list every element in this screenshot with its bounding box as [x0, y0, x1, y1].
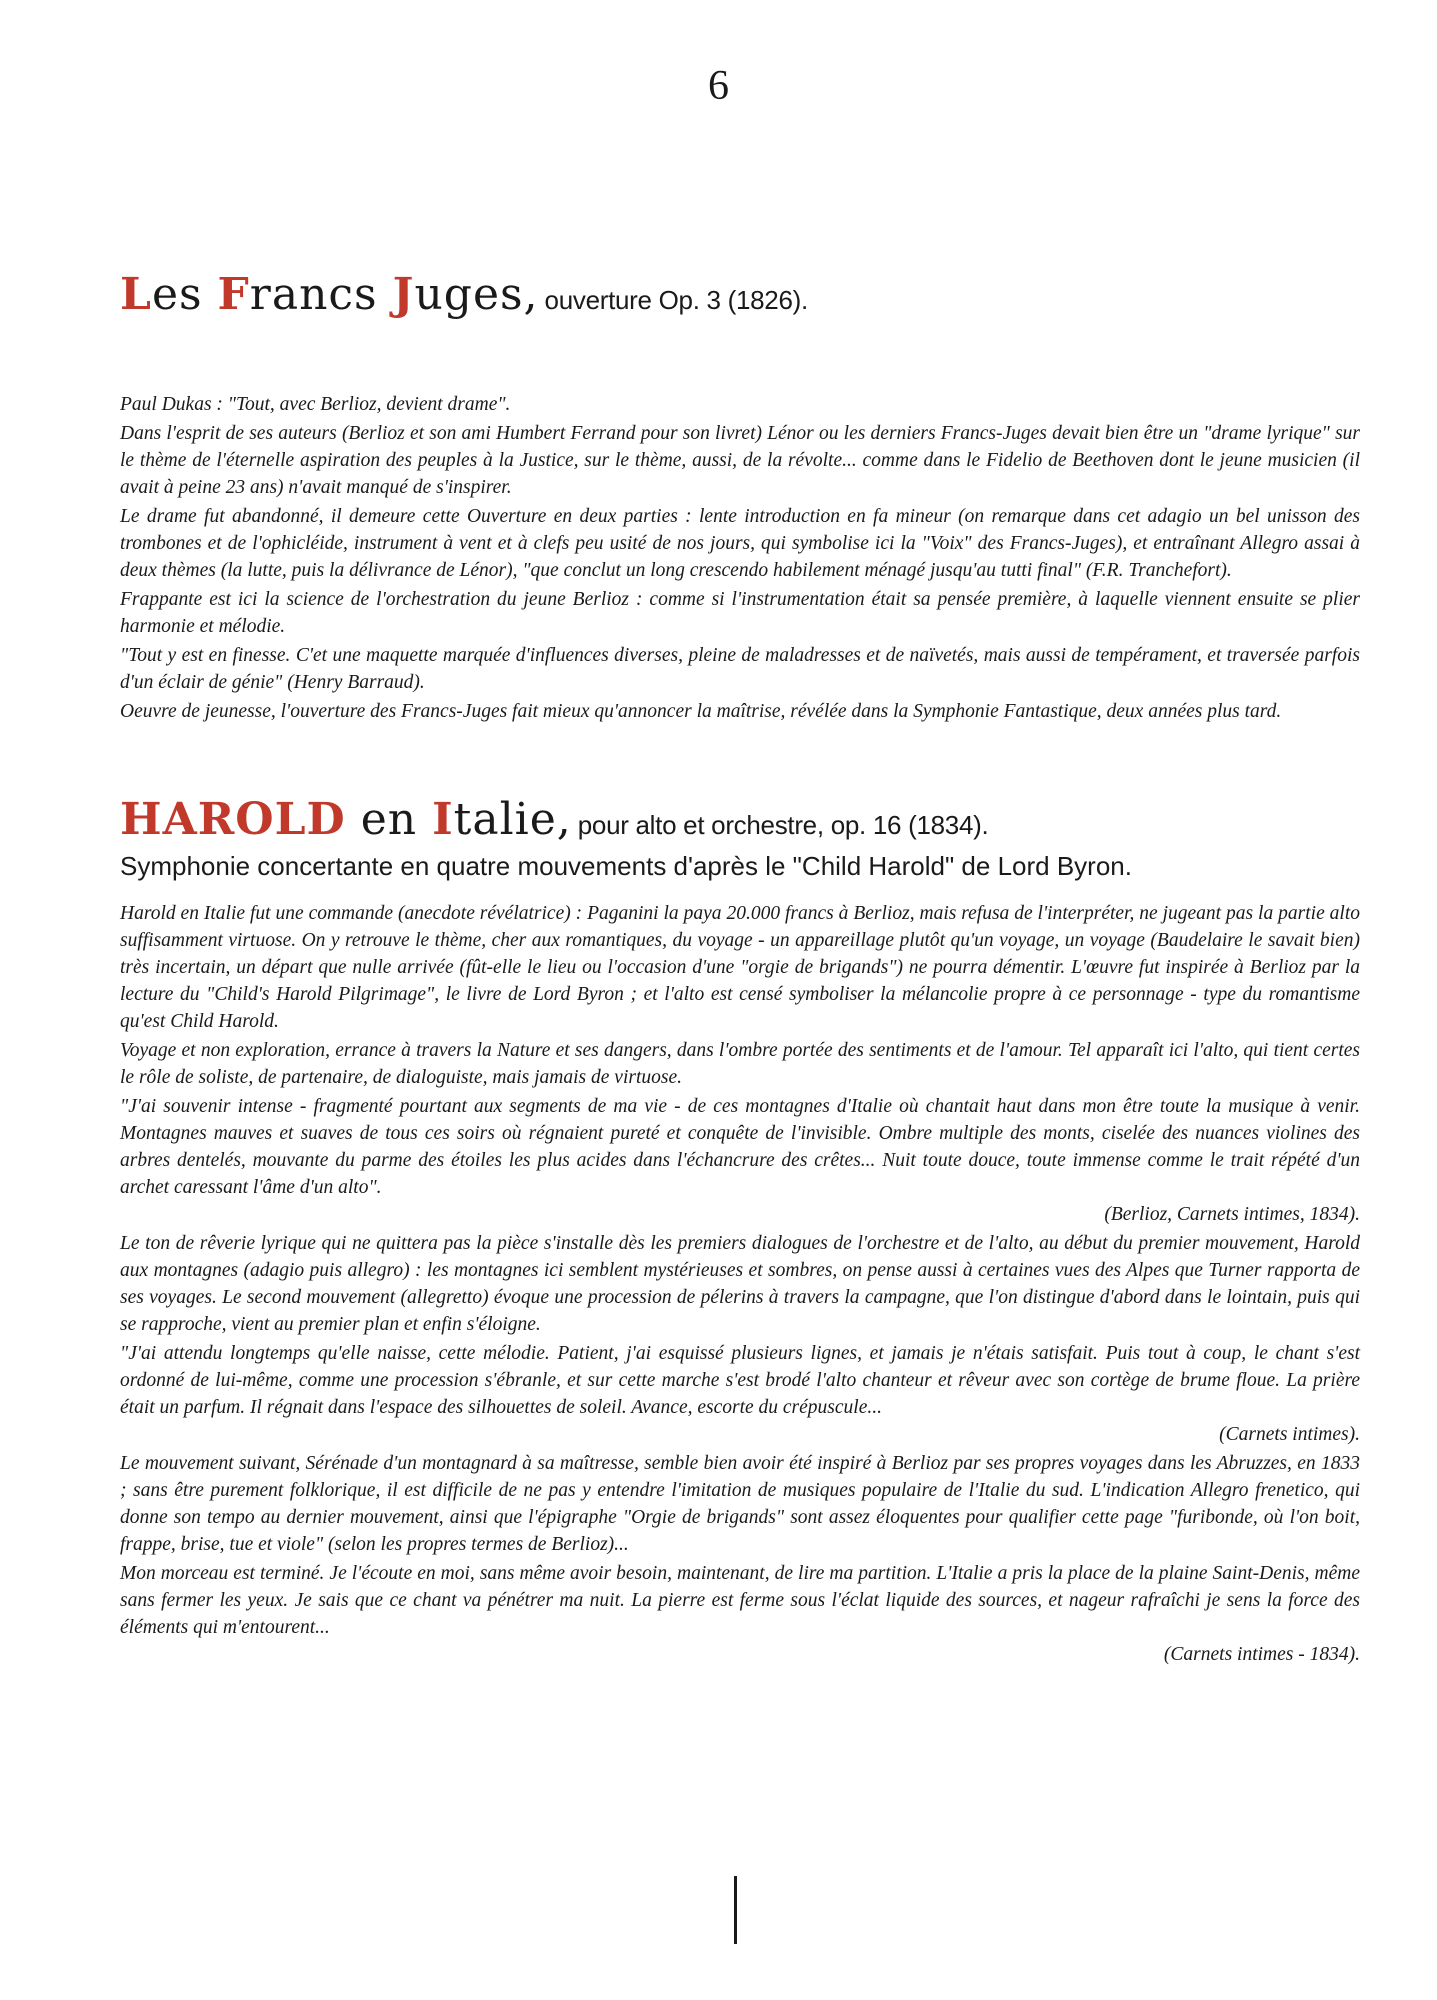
- paragraph: Voyage et non exploration, errance à travers la Nature et ses dangers, dans l'ombre portée des sentiments et de l'amour. Tel apparaît ici l'alto, qui tient certes le rôle de soliste, de partenaire, de dialoguiste, mais jamais de virtuose.: [120, 1040, 1360, 1089]
- title-initial: L: [120, 269, 152, 320]
- quote-text: "J'ai souvenir intense - fragmenté pourtant aux segments de ma vie - de ces montagnes d'Italie où chantait haut dans mon être toute la musique à venir. Montagnes mauves et suaves de tous ces soirs où régnaient pureté et conquête de l'invisible. Ombre multiple des monts, ciselée des nuances violines des arbres dentelés, mouvante du parme des étoiles les plus acides dans l'échancrure des crêtes... Nuit toute douce, toute immense comme le trait répété d'un archet caressant l'âme d'un alto".: [120, 1096, 1360, 1199]
- quote: [120, 1340, 1360, 1448]
- quote-text: "J'ai attendu longtemps qu'elle naisse, cette mélodie. Patient, j'ai esquissé plusieurs lignes, et jamais je n'étais satisfait. Puis tout à coup, le chant s'est ordonné de lui-même, comme une procession s'ébranle, et sur cette marche s'est brodé l'alto chanteur et rêveur avec son cortège de brume floue. La prière était un parfum. Il régnait dans l'espace des silhouettes de soleil. Avance, escorte du crépuscule...: [120, 1343, 1360, 1419]
- paragraph: Frappante est ici la science de l'orchestration du jeune Berlioz : comme si l'instrumentation était sa pensée première, à laquelle viennent ensuite se plier harmonie et mélodie.: [120, 588, 1360, 637]
- title-part: uges,: [414, 269, 539, 320]
- page-number: 6: [708, 63, 729, 109]
- title-text: [120, 269, 539, 320]
- section-body: [120, 900, 1360, 1668]
- title-initial: HAROLD: [120, 793, 346, 845]
- paragraph: Paul Dukas : "Tout, avec Berlioz, devient drame".: [120, 393, 511, 415]
- paragraph: Le ton de rêverie lyrique qui ne quittera pas la pièce s'installe dès les premiers dialogues de l'orchestre et de l'alto, au début du premier mouvement, Harold aux montagnes (adagio puis allegro) : les montagnes ici semblent mystérieuses et sombres, on pense aussi à certaines vues des Alpes que Turner rapporta de ses voyages. Le second mouvement (allegretto) évoque une procession de pélerins à travers la campagne, que l'on distingue d'abord dans le lointain, puis qui se rapproche, vient au premier plan et enfin s'éloigne.: [120, 1233, 1360, 1336]
- section-subtitle-line: Symphonie concertante en quatre mouvements d'après le "Child Harold" de Lord Byron.: [120, 851, 1132, 882]
- paragraph: Le drame fut abandonné, il demeure cette Ouverture en deux parties : lente introduction en fa mineur (on remarque dans cet adagio un bel unisson des trombones et de l'ophicléide, instrument à vent et à clefs peu usité de nos jours, qui symbolise ici la "Voix" des Francs-Juges), et entraînant Allegro assai à deux thèmes (la lutte, puis la délivrance de Lénor), "que conclut un long crescendo habilement ménagé jusqu'au tutti final" (F.R. Tranchefort).: [120, 505, 1360, 581]
- section-title-harold: [120, 795, 1360, 846]
- footer-divider: [734, 1876, 737, 1944]
- title-initial: I: [432, 793, 454, 845]
- title-initial: J: [392, 269, 415, 320]
- paragraph: Harold en Italie fut une commande (anecdote révélatrice) : Paganini la paya 20.000 francs à Berlioz, mais refusa de l'interpréter, ne jugeant pas la partie alto suffisamment virtuose. On y retrouve le thème, cher aux romantiques, du voyage - un appareillage plutôt qu'un voyage, un voyage (Baudelaire le savait bien) très incertain, un départ que nulle arrivée (fût-elle le lieu ou l'occasion d'une "orgie de brigands") ne pourra démentir. L'œuvre fut inspirée à Berlioz par la lecture du "Child's Harold Pilgrimage", le livre de Lord Byron ; et l'alto est censé symboliser la mélancolie propre à ce personnage - type du romantisme qu'est Child Harold.: [120, 903, 1360, 1033]
- title-part: talie,: [453, 793, 572, 845]
- paragraph: Dans l'esprit de ses auteurs (Berlioz et son ami Humbert Ferrand pour son livret) Lénor ou les derniers Francs-Juges devait bien être un "drame lyrique" sur le thème de l'éternelle aspiration des peuples à la Justice, sur le thème, aussi, de la révolte... comme dans le Fidelio de Beethoven dont le jeune musicien (il avait à peine 23 ans) n'avait manqué de s'inspirer.: [120, 422, 1360, 498]
- title-part: en: [345, 793, 433, 845]
- section-francs-juges: [120, 270, 1360, 725]
- section-title-francs-juges: [120, 270, 1360, 321]
- title-part: rancs: [249, 269, 393, 320]
- quote-citation: (Berlioz, Carnets intimes, 1834).: [1104, 1204, 1360, 1226]
- quote-citation: (Carnets intimes - 1834).: [1163, 1644, 1360, 1666]
- title-initial: F: [217, 269, 250, 320]
- quote-text: Mon morceau est terminé. Je l'écoute en moi, sans même avoir besoin, maintenant, de lire ma partition. L'Italie a pris la place de la plaine Saint-Denis, même sans fermer les yeux. Je sais que ce chant va pénétrer ma nuit. La pierre est ferme sous l'éclat liquide des sources, et nageur rafraîchi je sens la force des éléments qui m'entourent...: [120, 1563, 1360, 1639]
- paragraph: Oeuvre de jeunesse, l'ouverture des Francs-Juges fait mieux qu'annoncer la maîtrise, révélée dans la Symphonie Fantastique, deux années plus tard.: [120, 700, 1282, 722]
- title-part: es: [151, 269, 218, 320]
- section-body: [120, 391, 1360, 725]
- paragraph: "Tout y est en finesse. C'et une maquette marquée d'influences diverses, pleine de maladresses et de naïvetés, mais aussi de tempérament, et traversée parfois d'un éclair de génie" (Henry Barraud).: [120, 644, 1360, 693]
- quote: [120, 1560, 1360, 1668]
- paragraph: Le mouvement suivant, Sérénade d'un montagnard à sa maîtresse, semble bien avoir été inspiré à Berlioz par ses propres voyages dans les Abruzzes, en 1833 ; sans être purement folklorique, il est difficile de ne pas y entendre l'imitation de musiques populaire de l'Italie du sud. L'indication Allegro frenetico, qui donne son tempo au dernier mouvement, ainsi que l'épigraphe "Orgie de brigands" sont assez éloquentes pour qualifier cette page "furibonde, où l'on boit, frappe, brise, tue et viole" (selon les propres termes de Berlioz)...: [120, 1453, 1360, 1556]
- quote: [120, 1093, 1360, 1228]
- section-subtitle: ouverture Op. 3 (1826).: [544, 285, 808, 315]
- quote-citation: (Carnets intimes).: [1219, 1424, 1360, 1446]
- section-harold-en-italie: [120, 795, 1360, 1669]
- page-content: [120, 270, 1360, 1670]
- section-subtitle: pour alto et orchestre, op. 16 (1834).: [577, 809, 989, 840]
- title-text: [120, 794, 572, 845]
